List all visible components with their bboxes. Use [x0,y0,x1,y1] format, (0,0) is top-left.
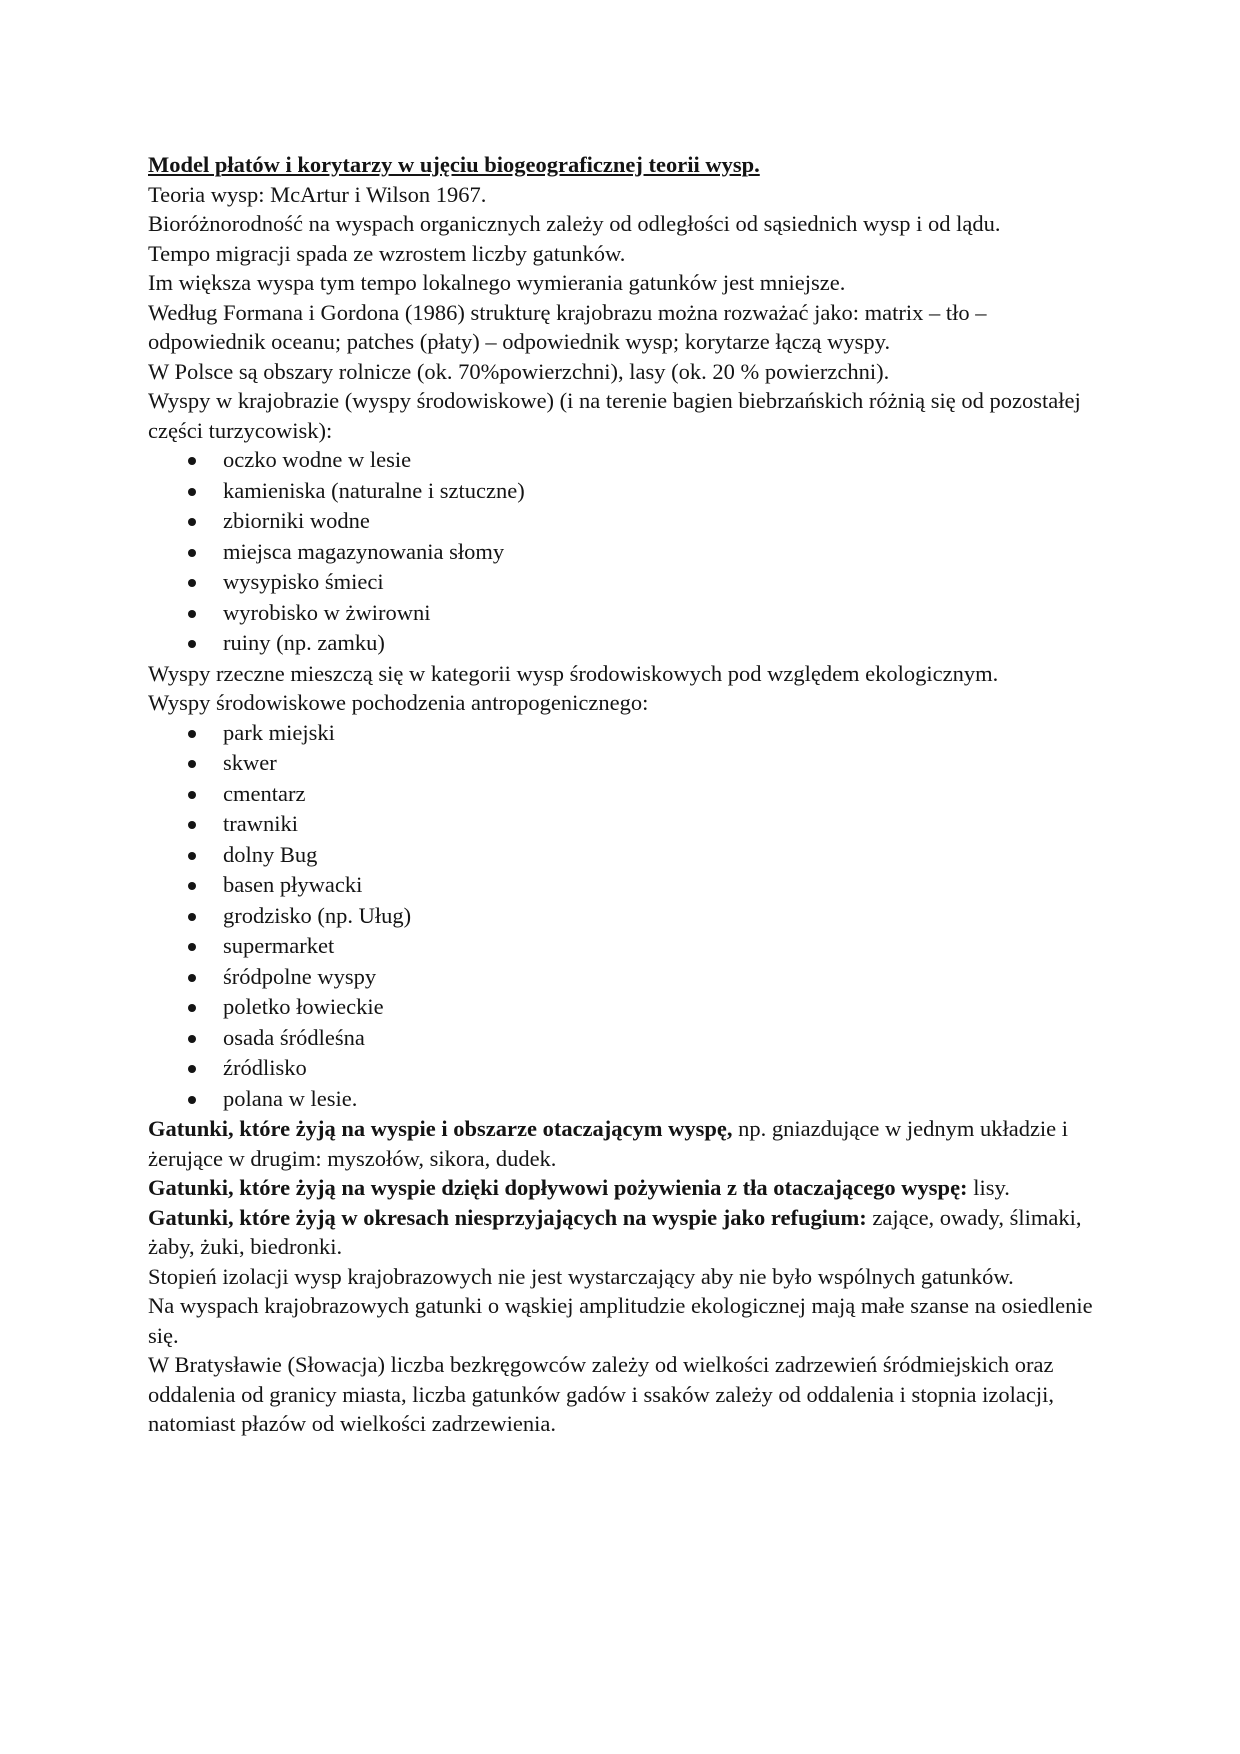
intro-paragraph: Bioróżnorodność na wyspach organicznych zależy od odległości od sąsiednich wysp i od lądu. [148,211,1001,236]
list-item: śródpolne wyspy [148,962,1098,993]
closing-paragraph: W Bratysławie (Słowacja) liczba bezkręgowców zależy od wielkości zadrzewień śródmiejskich oraz oddalenia od granicy miasta, liczba gatunków gadów i ssaków zależy od oddalenia i stopnia izolacji, natomiast płazów od wielkości zadrzewienia. [148,1352,1054,1436]
list-item: wysypisko śmieci [148,567,1098,598]
species-heading: Gatunki, które żyją na wyspie dzięki dopływowi pożywienia z tła otaczającego wyspę: [148,1175,968,1200]
list-item: trawniki [148,809,1098,840]
species-text: zające, owady, ślimaki, żaby, żuki, biedronki. [148,1204,1082,1259]
list-item: źródlisko [148,1053,1098,1084]
intro-paragraph: Tempo migracji spada ze wzrostem liczby gatunków. [148,240,626,266]
species-text: lisy. [967,1175,1010,1200]
environmental-islands-list [148,445,1098,659]
list-item: basen pływacki [148,870,1098,901]
list-item: park miejski [148,718,1098,749]
list-item: oczko wodne w lesie [148,445,1098,476]
species-heading: Gatunki, które żyją w okresach niesprzyjających na wyspie jako refugium: [148,1204,867,1230]
intro-paragraph: Według Formana i Gordona (1986) strukturę krajobrazu można rozważać jako: matrix – tło – odpowiednik oceanu; patches (płaty) – odpowiednik wysp; korytarze łączą wyspy. [148,299,987,354]
intro-paragraph: Teoria wysp: McArtur i Wilson 1967. [148,181,487,207]
anthropogenic-islands-list [148,718,1098,1115]
intro-paragraph: Wyspy w krajobrazie (wyspy środowiskowe) (i na terenie bagien biebrzańskich różnią się od pozostałej części turzycowisk): [148,388,1081,443]
closing-paragraph: Stopień izolacji wysp krajobrazowych nie jest wystarczający aby nie było wspólnych gatunków. [148,1263,1014,1289]
list-item: zbiorniki wodne [148,506,1098,537]
list-item: miejsca magazynowania słomy [148,537,1098,568]
list-item: grodzisko (np. Uług) [148,901,1098,932]
species-paragraph [148,1203,1098,1262]
species-paragraph [148,1173,1098,1203]
intro-paragraph: Im większa wyspa tym tempo lokalnego wymierania gatunków jest mniejsze. [148,270,846,295]
list-item: kamieniska (naturalne i sztuczne) [148,476,1098,507]
species-paragraph [148,1114,1098,1173]
list-item: dolny Bug [148,840,1098,871]
species-text: np. gniazdujące w jednym układzie i żerujące w drugim: myszołów, sikora, dudek. [148,1116,1069,1171]
list-item: cmentarz [148,779,1098,810]
middle-paragraph: Wyspy rzeczne mieszczą się w kategorii wysp środowiskowych pod względem ekologicznym. [148,660,999,686]
list-item: osada śródleśna [148,1023,1098,1054]
intro-paragraph: W Polsce są obszary rolnicze (ok. 70%powierzchni), lasy (ok. 20 % powierzchni). [148,358,890,384]
list-item: ruiny (np. zamku) [148,628,1098,659]
document-title: Model płatów i korytarzy w ujęciu biogeograficznej teorii wysp. [148,152,760,177]
closing-paragraph: Na wyspach krajobrazowych gatunki o wąskiej amplitudzie ekologicznej mają małe szanse na osiedlenie się. [148,1293,1093,1348]
middle-paragraph: Wyspy środowiskowe pochodzenia antropogenicznego: [148,690,649,715]
list-item: polana w lesie. [148,1084,1098,1115]
document-page [148,150,1098,1439]
list-item: supermarket [148,931,1098,962]
species-heading: Gatunki, które żyją na wyspie i obszarze otaczającym wyspę, [148,1116,733,1141]
list-item: skwer [148,748,1098,779]
list-item: wyrobisko w żwirowni [148,598,1098,629]
list-item: poletko łowieckie [148,992,1098,1023]
